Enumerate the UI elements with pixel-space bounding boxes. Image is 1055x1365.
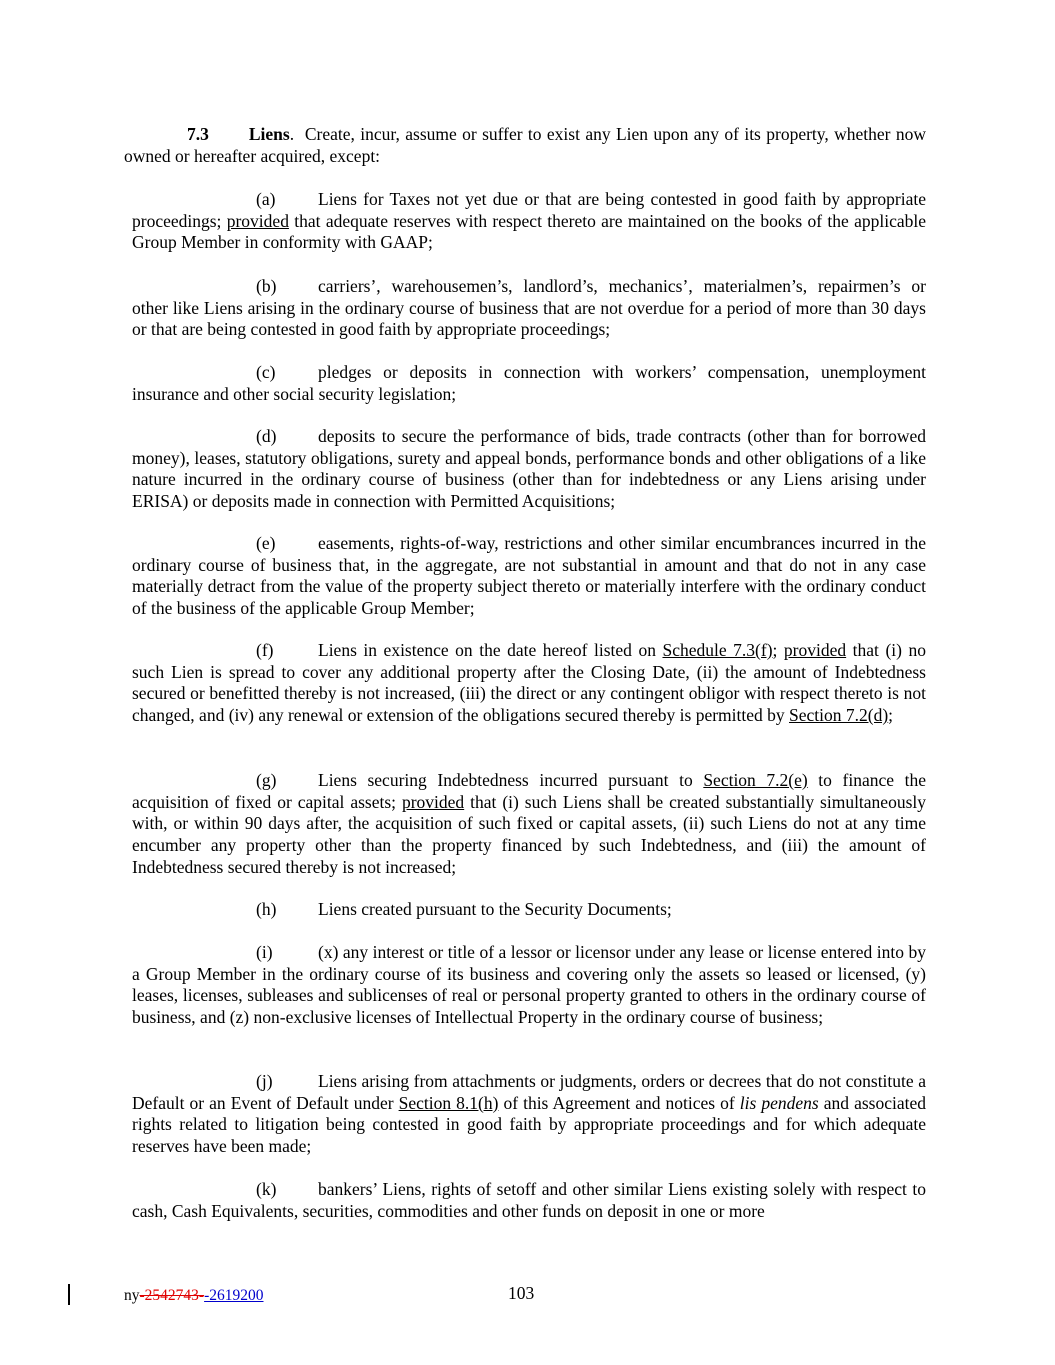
section-reference: Section 7.2(e) bbox=[703, 770, 808, 790]
deleted-document-id: -2542743- bbox=[139, 1287, 205, 1304]
clause-label: (i) bbox=[256, 942, 273, 962]
document-id-prefix: ny bbox=[124, 1287, 140, 1304]
clause-text: Liens for Taxes not yet due or that are being contested in good faith by appropriate proceedings; bbox=[132, 189, 926, 231]
section-reference: Section 7.2(d) bbox=[789, 705, 889, 726]
clause-label: (j) bbox=[256, 1071, 273, 1091]
clause-text: bankers’ Liens, rights of setoff and other similar Liens existing solely with respect to cash, Cash Equivalents, securities, commodities and other funds on deposit in one or more bbox=[132, 1179, 926, 1221]
clause-j bbox=[132, 1071, 926, 1158]
clause-text: Liens in existence on the date hereof listed on bbox=[318, 640, 663, 660]
clause-label: (f) bbox=[256, 640, 274, 660]
clause-label: (c) bbox=[256, 362, 276, 382]
change-bar bbox=[68, 1284, 70, 1305]
clause-text: that adequate reserves with respect thereto are maintained on the books of the applicable Group Member in conformity with GAAP; bbox=[132, 210, 926, 253]
clause-text: and associated rights related to litigation being contested in good faith by appropriate proceedings and for which adequate reserves have been made; bbox=[132, 1092, 926, 1157]
clause-i bbox=[132, 942, 926, 1029]
clause-c bbox=[132, 362, 926, 405]
section-7-3-paragraph: 7.3 Liens. Create, incur, assume or suffer to exist any Lien upon any of its property, whether now owned or hereafter acquired, except: bbox=[124, 124, 926, 166]
defined-term: provided bbox=[226, 210, 289, 231]
page-number: 103 bbox=[508, 1283, 535, 1303]
latin-term: lis pendens bbox=[739, 1092, 819, 1113]
clause-label: (h) bbox=[256, 899, 277, 919]
clause-text: that (i) such Liens shall be created substantially simultaneously with, or within 90 days after, the acquisition of such fixed or capital assets, (ii) such Liens do not at any time encumber any property other than the property financed by such Indebtedness, and (iii) the amount of Indebtedness secured thereby is not increased; bbox=[132, 791, 927, 877]
clause-a bbox=[132, 189, 926, 254]
section-title: Liens bbox=[248, 124, 290, 144]
clause-h bbox=[132, 899, 926, 921]
section-intro: Create, incur, assume or suffer to exist any Lien upon any of its property, whether now owned or hereafter acquired, except: bbox=[124, 124, 926, 166]
clause-text: ; bbox=[772, 640, 784, 660]
document-id bbox=[124, 1287, 264, 1305]
clause-text: carriers’, warehousemen’s, landlord’s, mechanics’, materialmen’s, repairmen’s or other like Liens arising in the ordinary course of business that are not overdue for a period of more than 30 days or that are being contested in good faith by appropriate proceedings; bbox=[132, 276, 926, 340]
clause-b bbox=[132, 276, 926, 341]
clause-label: (d) bbox=[256, 426, 277, 446]
clause-text: Liens created pursuant to the Security Documents; bbox=[318, 899, 672, 919]
clause-text: pledges or deposits in connection with workers’ compensation, unemployment insurance and other social security legislation; bbox=[132, 362, 926, 404]
clause-g bbox=[132, 770, 926, 879]
clause-label: (a) bbox=[256, 189, 276, 209]
clause-f bbox=[132, 640, 926, 727]
clause-text: Liens securing Indebtedness incurred pursuant to bbox=[318, 770, 704, 790]
clause-text: that (i) no such Lien is spread to cover any additional property after the Closing Date, (ii) the amount of Indebtedness secured or benefitted thereby is not increased, (iii) the direct or any contingent obligor with respect thereto is not changed, and (iv) any renewal or extension of the obligations secured thereby is permitted by bbox=[132, 640, 926, 726]
clause-k bbox=[132, 1179, 926, 1222]
clause-text: deposits to secure the performance of bids, trade contracts (other than for borrowed money), leases, statutory obligations, surety and appeal bonds, performance bonds and other obligations of a like nature incurred in the ordinary course of business (other than for indebtedness or any Liens arising under ERISA) or deposits made in connection with Permitted Acquisitions; bbox=[132, 426, 926, 512]
clause-text: easements, rights-of-way, restrictions and other similar encumbrances incurred in the ordinary course of business that, in the aggregate, are not substantial in amount and that do not in any case materially detract from the value of the property subject thereto or materially interfere with the ordinary conduct of the business of the applicable Group Member; bbox=[132, 533, 926, 619]
defined-term: provided bbox=[783, 640, 847, 660]
clause-text: to finance the acquisition of fixed or capital assets; bbox=[132, 770, 926, 812]
section-number: 7.3 bbox=[187, 124, 209, 144]
clause-text: (x) any interest or title of a lessor or licensor under any lease or license entered into by a Group Member in the ordinary course of its business and covering only the assets so leased or licensed, (y) leases, licenses, subleases and sublicenses of real or personal property granted to others in the ordinary course of business, and (z) non-exclusive licenses of Intellectual Property in the ordinary course of business; bbox=[132, 942, 926, 1028]
schedule-reference: Schedule 7.3(f) bbox=[662, 640, 773, 660]
inserted-document-id: -2619200 bbox=[204, 1287, 264, 1304]
clause-text: ; bbox=[888, 705, 894, 726]
clause-label: (g) bbox=[256, 770, 277, 790]
clause-label: (e) bbox=[256, 533, 276, 553]
clause-text: Liens arising from attachments or judgments, orders or decrees that do not constitute a Default or an Event of Default under bbox=[132, 1071, 926, 1113]
defined-term: provided bbox=[401, 791, 465, 812]
clause-text: of this Agreement and notices of bbox=[498, 1092, 740, 1113]
clause-d bbox=[132, 426, 926, 513]
clause-e bbox=[132, 533, 926, 620]
clause-label: (b) bbox=[256, 276, 277, 296]
clause-label: (k) bbox=[256, 1179, 277, 1199]
section-reference: Section 8.1(h) bbox=[398, 1092, 499, 1113]
